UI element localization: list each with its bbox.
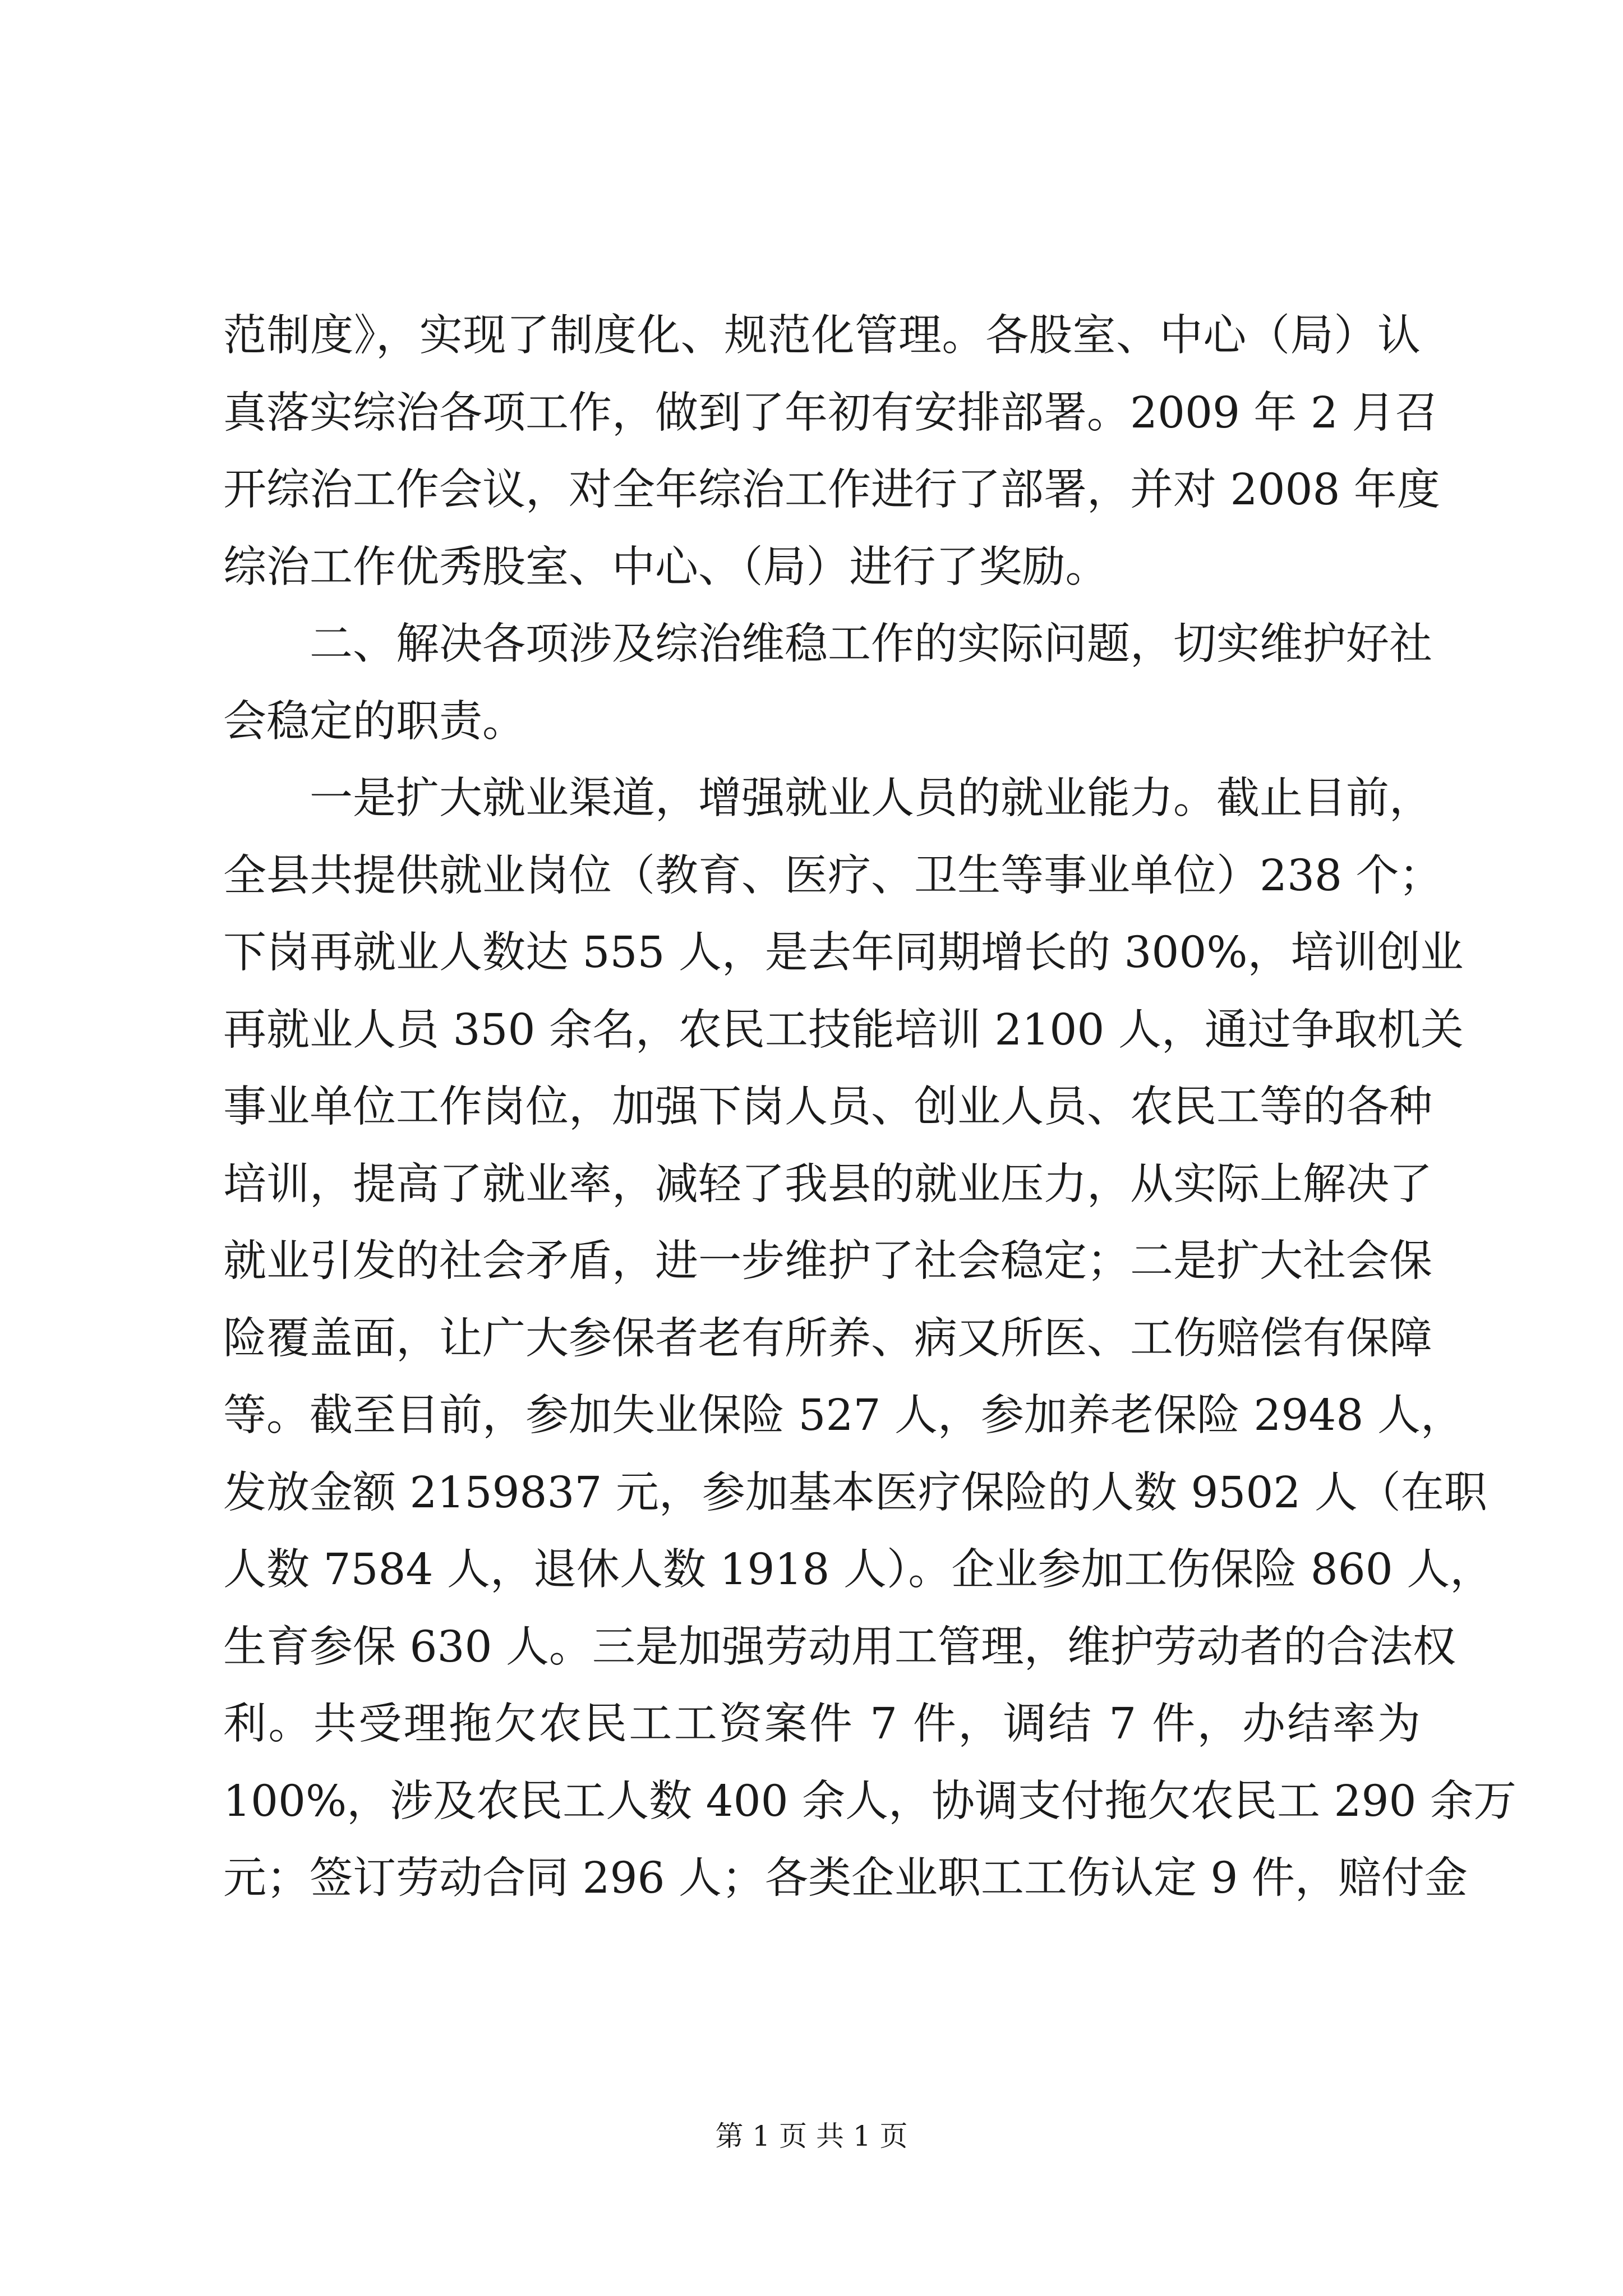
- text-line: 一是扩大就业渠道，增强就业人员的就业能力。截止目前，: [310, 774, 1432, 823]
- text-line: 发放金额 2159837 元，参加基本医疗保险的人数 9502 人（在职: [223, 1467, 1487, 1518]
- text-line: 人数 7584 人，退休人数 1918 人）。企业参加工伤保险 860 人，: [223, 1545, 1493, 1595]
- text-line: 综治工作优秀股室、中心、（局）进行了奖励。: [223, 542, 1109, 592]
- text-line: 再就业人员 350 余名，农民工技能培训 2100 人，通过争取机关: [223, 1005, 1464, 1055]
- text-line: 二、解决各项涉及综治维稳工作的实际问题，切实维护好社: [310, 619, 1432, 669]
- text-line: 100%，涉及农民工人数 400 余人，协调支付拖欠农民工 290 余万: [223, 1776, 1516, 1826]
- text-line: 下岗再就业人数达 555 人，是去年同期增长的 300%，培训创业: [223, 928, 1464, 978]
- text-line: 培训，提高了就业率，减轻了我县的就业压力，从实际上解决了: [223, 1159, 1432, 1209]
- text-line: 真落实综治各项工作，做到了年初有安排部署。2009 年 2 月召: [223, 388, 1438, 438]
- text-line: 就业引发的社会矛盾，进一步维护了社会稳定；二是扩大社会保: [223, 1236, 1432, 1286]
- text-line: 会稳定的职责。: [223, 696, 525, 747]
- text-line: 险覆盖面，让广大参保者老有所养、病又所医、工伤赔偿有保障: [223, 1313, 1432, 1364]
- text-line: 生育参保 630 人。三是加强劳动用工管理，维护劳动者的合法权: [223, 1622, 1456, 1672]
- text-line: 等。截至目前，参加失业保险 527 人，参加养老保险 2948 人，: [223, 1391, 1464, 1441]
- document-body: [223, 297, 1516, 1917]
- page-footer: 第 1 页 共 1 页: [715, 2120, 908, 2152]
- text-line: 全县共提供就业岗位（教育、医疗、卫生等事业单位）238 个；: [223, 850, 1442, 901]
- text-line: 利。共受理拖欠农民工工资案件 7 件，调结 7 件，办结率为: [223, 1699, 1421, 1749]
- text-line: 元；签订劳动合同 296 人；各类企业职工工伤认定 9 件，赔付金: [223, 1853, 1468, 1903]
- text-line: 范制度》，实现了制度化、规范化管理。各股室、中心（局）认: [223, 311, 1421, 361]
- text-line: 事业单位工作岗位，加强下岗人员、创业人员、农民工等的各种: [223, 1082, 1432, 1132]
- text-line: 开综治工作会议，对全年综治工作进行了部署，并对 2008 年度: [223, 465, 1440, 515]
